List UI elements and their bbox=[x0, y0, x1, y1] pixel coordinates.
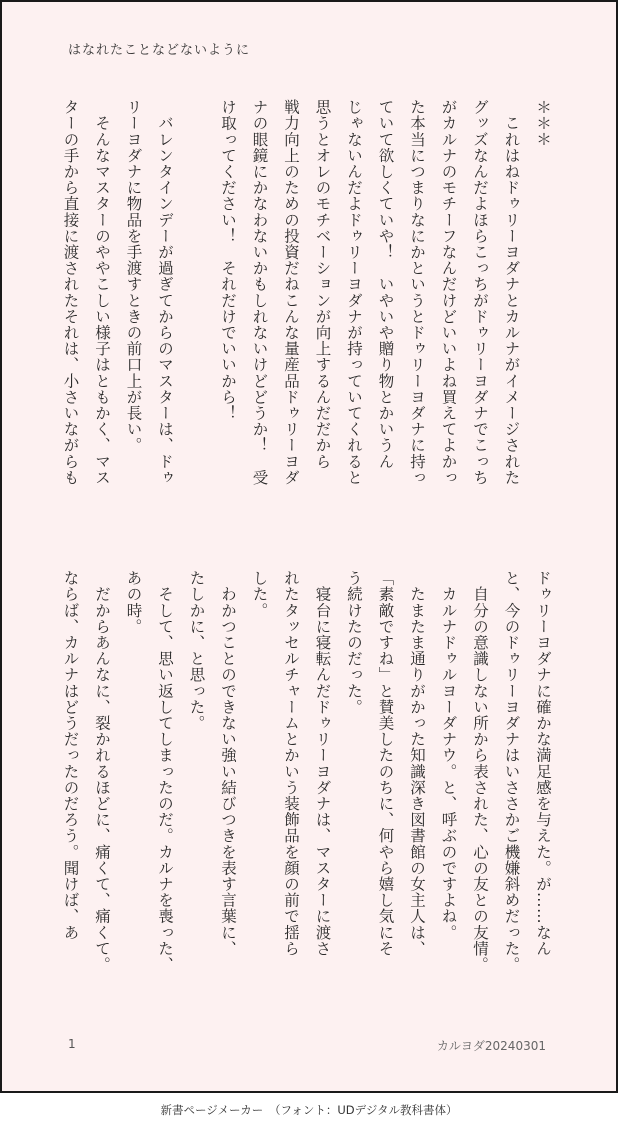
text-line: ていて欲しくていや！ いやいや贈り物とかいうん bbox=[376, 99, 395, 470]
text-line: たまたま通りがかった知識深き図書館の女主人は、 bbox=[408, 570, 426, 957]
text-line: 「素敵ですね」と賛美したのちに、何やら嬉し気にそ bbox=[376, 570, 395, 957]
text-line: と、今のドゥリーヨダナはいささかご機嫌斜めだった。 bbox=[502, 570, 521, 973]
text-line: グッズなんだよほらこっちがドゥリーヨダナでこっち bbox=[471, 99, 489, 486]
page-title: はなれたことなどないように bbox=[68, 43, 251, 58]
text-line: そして、思い返してしまったのだ。カルナを喪った、 bbox=[156, 570, 174, 973]
text-line: だからあんなに、裂かれるほどに、痛くて、痛くて。 bbox=[93, 570, 111, 973]
text-line: カルナドゥルヨーダナウ。と、呼ぶのですよね。 bbox=[439, 570, 458, 941]
text-block-bottom bbox=[54, 570, 558, 1002]
text-line: 思うとオレのモチベーションが向上するんだだから bbox=[313, 99, 332, 470]
text-line: ＊＊＊ bbox=[534, 99, 552, 148]
text-line: じゃないんだよドゥリーヨダナが持っていてくれると bbox=[345, 99, 363, 486]
text-line: 戦力向上のための投資だねこんな量産品ドゥリーヨダ bbox=[282, 99, 300, 486]
text-line: た本当につまりなにかというとドゥリーヨダナに持っ bbox=[408, 99, 426, 486]
page-number: 1 bbox=[68, 1037, 76, 1051]
text-line: そんなマスターのややこしい様子はともかく、マス bbox=[93, 99, 111, 486]
text-line: たしかに、と思った。 bbox=[187, 570, 206, 731]
text-line bbox=[180, 99, 212, 531]
text-line: 寝台に寝転んだドゥリーヨダナは、マスターに渡さ bbox=[313, 570, 332, 957]
text-line: 自分の意識しない所から表された、心の友との友情。 bbox=[471, 570, 489, 973]
text-line: リーヨダナに物品を手渡すときの前口上が長い。 bbox=[124, 99, 143, 454]
text-line: け取ってください！ それだけでいいから！ bbox=[219, 99, 237, 421]
text-line: した。 bbox=[250, 570, 269, 619]
text-line: ターの手から直接に渡されたそれは、小さいながらも bbox=[61, 99, 80, 486]
text-line: ナの眼鏡にかなわないかもしれないけどどうか！ 受 bbox=[250, 99, 269, 486]
footer-tag: カルヨダ20240301 bbox=[436, 1039, 546, 1053]
text-line: う続けたのだった。 bbox=[345, 570, 363, 715]
text-line: ドゥリーヨダナに確かな満足感を与えた。が……なん bbox=[534, 570, 552, 957]
generator-caption: 新書ページメーカー （フォント：UDデジタル教科書体） bbox=[160, 1103, 458, 1117]
text-line: バレンタインデーが過ぎてからのマスターは、ドゥ bbox=[156, 99, 174, 486]
text-block-top bbox=[54, 99, 558, 531]
text-line: これはねドゥリーヨダナとカルナがイメージされた bbox=[502, 99, 521, 486]
text-line: れたタッセルチャームとかいう装飾品を顔の前で揺ら bbox=[282, 570, 300, 957]
text-line: がカルナのモチーフなんだけどいいよね買えてよかっ bbox=[439, 99, 458, 486]
text-line: あの時。 bbox=[124, 570, 143, 635]
text-line: わかつことのできない強い結びつきを表す言葉に、 bbox=[219, 570, 237, 957]
text-line: ならば、カルナはどうだったのだろう。聞けば、あ bbox=[61, 570, 80, 941]
